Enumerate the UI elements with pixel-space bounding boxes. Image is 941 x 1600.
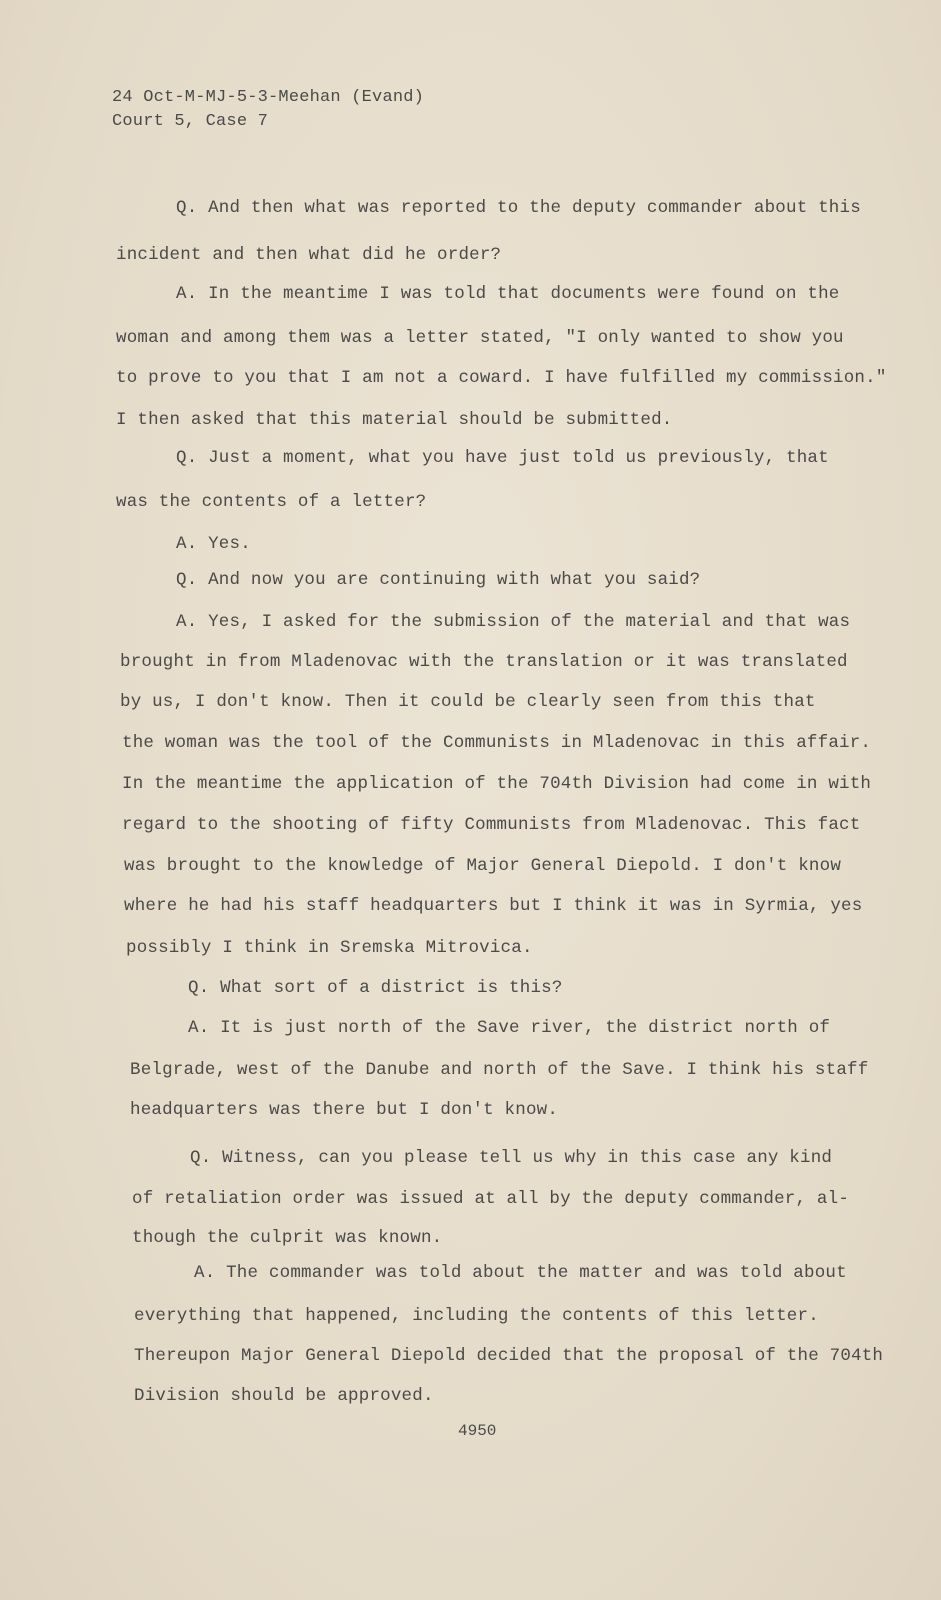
text-line: A. Yes. <box>176 534 251 554</box>
text-line: Q. What sort of a district is this? <box>188 978 563 998</box>
page-number: 4950 <box>458 1422 497 1440</box>
text-line: everything that happened, including the contents of this letter. <box>134 1306 819 1326</box>
text-line: A. The commander was told about the matter and was told about <box>194 1263 847 1283</box>
text-line: Q. And then what was reported to the deputy commander about this <box>176 198 861 218</box>
text-line: was brought to the knowledge of Major General Diepold. I don't know <box>124 856 842 876</box>
text-line: headquarters was there but I don't know. <box>130 1100 559 1120</box>
text-line: A. In the meantime I was told that documents were found on the <box>176 284 840 304</box>
text-line: In the meantime the application of the 704th Division had come in with <box>122 774 872 794</box>
text-line: Division should be approved. <box>134 1386 434 1406</box>
text-line: A. Yes, I asked for the submission of the material and that was <box>176 612 851 632</box>
text-line: Thereupon Major General Diepold decided that the proposal of the 704th <box>134 1346 884 1366</box>
text-line: Q. Just a moment, what you have just told us previously, that <box>176 448 829 468</box>
text-line: Belgrade, west of the Danube and north of the Save. I think his staff <box>130 1060 869 1080</box>
text-line: was the contents of a letter? <box>116 492 427 512</box>
text-line: incident and then what did he order? <box>116 245 502 265</box>
text-line: regard to the shooting of fifty Communists from Mladenovac. This fact <box>122 815 861 835</box>
text-line: of retaliation order was issued at all by the deputy commander, al- <box>132 1189 850 1209</box>
text-line: possibly I think in Sremska Mitrovica. <box>126 938 533 958</box>
text-line: woman and among them was a letter stated, "I only wanted to show you <box>116 328 844 348</box>
text-line: brought in from Mladenovac with the translation or it was translated <box>120 652 848 672</box>
text-line: the woman was the tool of the Communists in Mladenovac in this affair. <box>122 733 872 753</box>
text-line: to prove to you that I am not a coward. I have fulfilled my commission." <box>116 368 887 388</box>
text-line: Q. And now you are continuing with what you said? <box>176 570 701 590</box>
text-line: Q. Witness, can you please tell us why in this case any kind <box>190 1148 833 1168</box>
text-line: though the culprit was known. <box>132 1228 443 1248</box>
text-line: I then asked that this material should be submitted. <box>116 410 673 430</box>
header-court-case: Court 5, Case 7 <box>112 112 269 131</box>
header-reference: 24 Oct-M-MJ-5-3-Meehan (Evand) <box>112 88 425 107</box>
text-line: where he had his staff headquarters but I think it was in Syrmia, yes <box>124 896 863 916</box>
text-line: A. It is just north of the Save river, the district north of <box>188 1018 831 1038</box>
text-line: by us, I don't know. Then it could be clearly seen from this that <box>120 692 816 712</box>
